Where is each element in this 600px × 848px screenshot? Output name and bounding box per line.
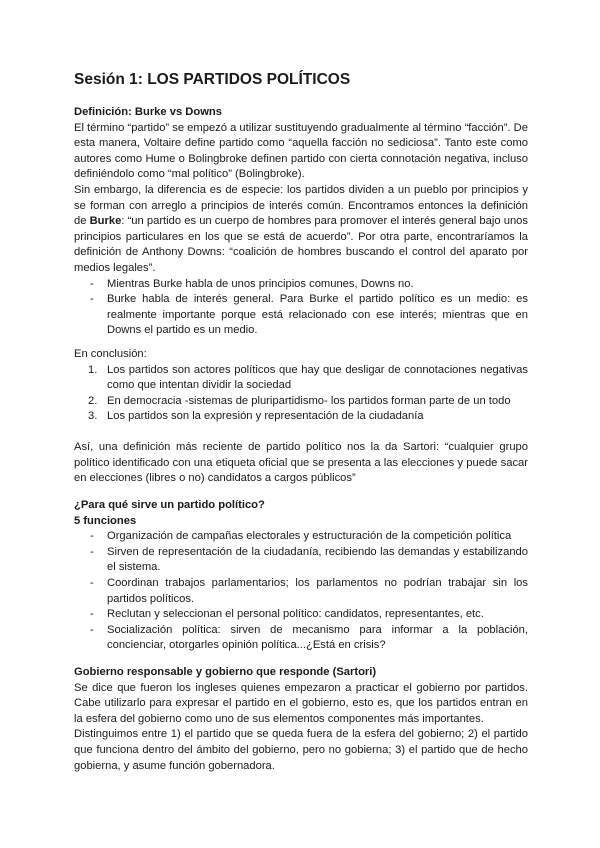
paragraph: Así, una definición más reciente de partido político nos la da Sartori: “cualquier grupo político identificado con una etiqueta oficial que se presenta a las elecciones y puede sacar en elecciones (libres o no) candidatos a cargos públicos” bbox=[74, 441, 528, 485]
list-item-text: Burke habla de interés general. Para Burke el partido político es un medio: es realmente importante porque está relacionado con ese interés; mientras que en Downs el partido es un medio. bbox=[107, 293, 528, 337]
bold-term: Burke bbox=[89, 215, 122, 228]
list-item-text: Coordinan trabajos parlamentarios; los parlamentos no podrían trabajar sin los partidos políticos. bbox=[107, 576, 528, 605]
bullet-marker: - bbox=[90, 608, 94, 621]
paragraph: Distinguimos entre 1) el partido que se queda fuera de la esfera del gobierno; 2) el partido que funciona dentro del ámbito del gobierno, pero no gobierna; 3) el partido que de hecho gobierna, y asume función gobernadora. bbox=[74, 728, 528, 772]
section-heading: Gobierno responsable y gobierno que responde (Sartori) bbox=[74, 666, 377, 678]
paragraph: En conclusión: bbox=[74, 348, 147, 360]
section-gobierno bbox=[74, 665, 528, 774]
page-title: Sesión 1: LOS PARTIDOS POLÍTICOS bbox=[74, 71, 351, 88]
list-item bbox=[74, 363, 528, 394]
list-item bbox=[74, 607, 528, 623]
bullet-marker: - bbox=[90, 293, 94, 306]
list-item bbox=[74, 623, 528, 654]
bullet-marker: - bbox=[90, 277, 94, 290]
list-item-text: Sirven de representación de la ciudadanía, recibiendo las demandas y estabilizando el sistema. bbox=[107, 545, 528, 574]
section-funciones bbox=[74, 498, 528, 654]
bullet-marker: - bbox=[90, 530, 94, 543]
list-item-text: Socialización política: sirven de mecanismo para informar a la población, concienciar, otorgarles opinión política...¿Está en crisis? bbox=[107, 623, 528, 652]
numbered-list bbox=[74, 363, 528, 425]
paragraph-burke bbox=[74, 183, 528, 277]
bullet-list bbox=[74, 277, 528, 339]
section-conclusion bbox=[74, 347, 528, 425]
list-item bbox=[74, 394, 528, 410]
list-item bbox=[74, 409, 528, 425]
list-number: 2. bbox=[88, 394, 98, 407]
section-definicion bbox=[74, 105, 528, 339]
list-item-text: Organización de campañas electorales y estructuración de la competición política bbox=[107, 530, 512, 543]
list-item-text: Reclutan y seleccionan el personal político: candidatos, representantes, etc. bbox=[107, 608, 484, 621]
list-item bbox=[74, 545, 528, 576]
bullet-list bbox=[74, 529, 528, 654]
section-sartori-definition bbox=[74, 440, 528, 487]
list-number: 1. bbox=[88, 363, 98, 376]
bullet-marker: - bbox=[90, 623, 94, 636]
section-heading: Definición: Burke vs Downs bbox=[74, 106, 222, 118]
list-item-text: Los partidos son la expresión y representación de la ciudadanía bbox=[107, 410, 424, 423]
section-heading: ¿Para qué sirve un partido político? bbox=[74, 499, 265, 511]
bullet-marker: - bbox=[90, 576, 94, 589]
text-span: Sin embargo, la diferencia es de especie: los partidos dividen a un pueblo por principios y se forman con arreglo a principios de interés común. Encontramos entonces la definición de bbox=[74, 183, 528, 228]
bullet-marker: - bbox=[90, 545, 94, 558]
list-item bbox=[74, 576, 528, 607]
list-item bbox=[74, 529, 528, 545]
text-span: : “un partido es un cuerpo de hombres para promover el interés general bajo unos principios particulares en los que se está de acuerdo”. Por otra parte, encontraríamos la definición de Anthony Downs: “coalición de hombres buscando el control del aparato por medios legales”. bbox=[74, 215, 528, 274]
list-item bbox=[74, 292, 528, 339]
section-subheading: 5 funciones bbox=[74, 514, 137, 527]
list-item bbox=[74, 277, 528, 293]
list-item-text: Los partidos son actores políticos que hay que desligar de connotaciones negativas como que intentan dividir la sociedad bbox=[107, 363, 528, 392]
list-item-text: En democracia -sistemas de pluripartidismo- los partidos forman parte de un todo bbox=[107, 394, 511, 407]
paragraph: Se dice que fueron los ingleses quienes empezaron a practicar el gobierno por partidos. Cabe utilizarlo para expresar el partido en el gobierno, esto es, que los partidos entran en la esfera del gobierno como uno de sus elementos componentes más importantes. bbox=[74, 681, 528, 725]
list-item-text: Mientras Burke habla de unos principios comunes, Downs no. bbox=[107, 277, 414, 290]
list-number: 3. bbox=[88, 410, 98, 423]
paragraph: El término “partido” se empezó a utilizar sustituyendo gradualmente al término “facción”. De esta manera, Voltaire define partido como “aquella facción no sediciosa”. Tanto este como autores como Hume o Bolingbroke definen partido con cierta connotación negativa, incluso definiéndolo como “mal político” (Bolingbroke). bbox=[74, 121, 528, 181]
